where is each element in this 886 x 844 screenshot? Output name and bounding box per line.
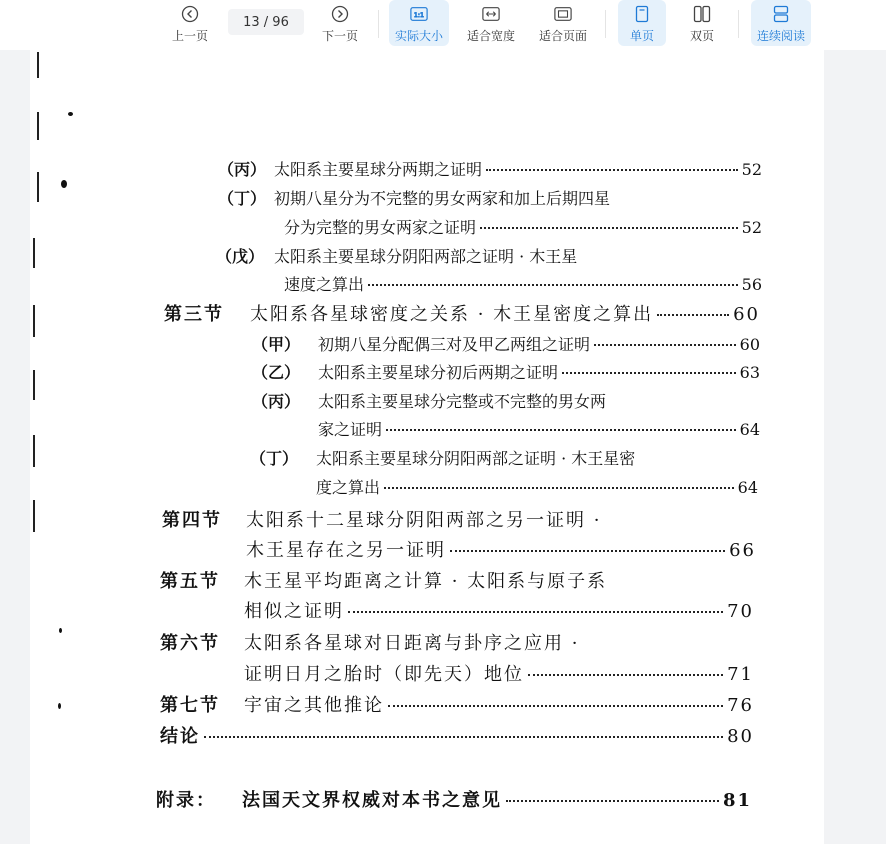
toc-page-number: 81 bbox=[722, 790, 752, 811]
toc-entry bbox=[246, 536, 756, 562]
double-page-button[interactable] bbox=[678, 0, 726, 46]
scan-speck bbox=[61, 180, 67, 188]
toc-page-number: 52 bbox=[741, 160, 762, 179]
fit-width-label: 适合宽度 bbox=[466, 29, 515, 43]
toc-section-entry bbox=[164, 300, 760, 326]
toc-entry bbox=[244, 660, 754, 686]
scan-speck bbox=[59, 628, 62, 633]
toolbar-divider bbox=[738, 10, 739, 38]
toc-entry bbox=[244, 597, 754, 623]
toc-leader bbox=[388, 705, 723, 707]
toc-text: 太阳系主要星球分阴阳两部之证明 · 木王星密 bbox=[316, 449, 636, 468]
toc-entry bbox=[250, 446, 760, 469]
page-number-input[interactable]: 13 / 96 bbox=[228, 9, 304, 35]
toc-page-number: 60 bbox=[739, 335, 760, 354]
scan-speck bbox=[58, 703, 61, 709]
toc-page-number: 56 bbox=[741, 275, 762, 294]
toc-text: 家之证明 bbox=[318, 420, 383, 439]
toc-section-entry bbox=[162, 506, 758, 532]
toc-text: 速度之算出 bbox=[284, 275, 365, 294]
toc-section-entry bbox=[160, 722, 754, 748]
continuous-read-icon bbox=[772, 5, 790, 23]
viewer-toolbar bbox=[0, 0, 886, 50]
single-page-label: 单页 bbox=[629, 29, 654, 43]
toc-section-label: 第三节 bbox=[164, 304, 224, 325]
fit-width-button[interactable] bbox=[461, 0, 521, 46]
next-page-button[interactable] bbox=[315, 0, 365, 46]
toc-leader bbox=[348, 611, 723, 613]
chevron-left-circle-icon bbox=[181, 5, 199, 23]
toc-text: 证明日月之胎时（即先天）地位 bbox=[244, 664, 524, 685]
double-page-label: 双页 bbox=[689, 29, 714, 43]
toc-text: 宇宙之其他推论 bbox=[244, 695, 384, 716]
toc-entry bbox=[284, 272, 762, 295]
toc-entry bbox=[318, 417, 760, 440]
scan-artifact bbox=[33, 435, 35, 467]
toc-entry bbox=[284, 215, 762, 238]
toc-leader bbox=[450, 550, 725, 552]
toc-label: （戊） bbox=[216, 247, 265, 266]
toc-label: （丁） bbox=[250, 449, 299, 468]
toc-leader bbox=[204, 736, 723, 738]
toc-entry bbox=[252, 332, 760, 355]
single-page-button[interactable] bbox=[618, 0, 666, 46]
scan-artifact bbox=[33, 500, 35, 532]
single-page-icon bbox=[633, 5, 651, 23]
toc-text: 初期八星分配偶三对及甲乙两组之证明 bbox=[318, 335, 591, 354]
toc-leader bbox=[486, 169, 738, 171]
toc-page-number: 64 bbox=[739, 420, 760, 439]
chevron-right-circle-icon bbox=[331, 5, 349, 23]
actual-size-label: 实际大小 bbox=[394, 29, 443, 43]
toc-text: 太阳系主要星球分完整或不完整的男女两 bbox=[318, 392, 607, 411]
toc-page-number: 64 bbox=[737, 478, 758, 497]
toolbar-divider bbox=[605, 10, 606, 38]
toc-text: 法国天文界权威对本书之意见 bbox=[242, 790, 502, 811]
scan-artifact bbox=[37, 172, 39, 202]
toc-text: 太阳系各星球对日距离与卦序之应用 · bbox=[244, 633, 580, 654]
toc-entry bbox=[316, 475, 758, 498]
toc-section-entry bbox=[160, 567, 756, 593]
continuous-read-label: 连续阅读 bbox=[756, 29, 805, 43]
toc-section-label: 第五节 bbox=[160, 571, 220, 592]
toc-entry bbox=[218, 157, 762, 180]
toc-appendix-entry bbox=[156, 786, 752, 812]
toc-text: 木王星存在之另一证明 bbox=[246, 540, 446, 561]
toc-text: 太阳系主要星球分阴阳两部之证明 · 木王星 bbox=[274, 247, 578, 266]
svg-text:1:1: 1:1 bbox=[413, 12, 425, 20]
toc-page-number: 60 bbox=[733, 304, 760, 325]
scan-artifact bbox=[37, 52, 39, 78]
fit-page-icon bbox=[554, 5, 572, 23]
toc-entry bbox=[216, 244, 762, 267]
toc-leader bbox=[480, 227, 738, 229]
toc-label: （甲） bbox=[252, 335, 301, 354]
toc-text: 太阳系主要星球分初后两期之证明 bbox=[318, 363, 559, 382]
toc-leader bbox=[562, 372, 736, 374]
toc-text: 初期八星分为不完整的男女两家和加上后期四星 bbox=[274, 189, 611, 208]
toc-section-label: 第四节 bbox=[162, 510, 222, 531]
double-page-icon bbox=[693, 5, 711, 23]
toc-entry bbox=[218, 186, 762, 209]
toc-section-label: 附录： bbox=[156, 790, 216, 811]
actual-size-icon bbox=[410, 5, 428, 23]
toc-section-label: 第六节 bbox=[160, 633, 220, 654]
toc-section-label: 第七节 bbox=[160, 695, 220, 716]
prev-page-button[interactable] bbox=[165, 0, 215, 46]
prev-page-label: 上一页 bbox=[171, 29, 208, 43]
toc-leader bbox=[657, 314, 729, 316]
scan-artifact bbox=[37, 112, 39, 140]
toc-page-number: 70 bbox=[727, 601, 754, 622]
toc-page-number: 66 bbox=[729, 540, 756, 561]
fit-page-button[interactable] bbox=[533, 0, 593, 46]
toc-leader bbox=[506, 800, 719, 802]
toc-leader bbox=[386, 429, 736, 431]
scan-speck bbox=[68, 112, 73, 116]
toc-label: （丙） bbox=[252, 392, 301, 411]
toc-text: 分为完整的男女两家之证明 bbox=[284, 218, 477, 237]
fit-width-icon bbox=[482, 5, 500, 23]
toc-text: 度之算出 bbox=[316, 478, 381, 497]
toc-label: （乙） bbox=[252, 363, 301, 382]
toc-leader bbox=[384, 487, 734, 489]
toc-text: 木王星平均距离之计算 · 太阳系与原子系 bbox=[244, 571, 608, 592]
toc-page-number: 52 bbox=[741, 218, 762, 237]
toc-leader bbox=[368, 284, 738, 286]
actual-size-button[interactable] bbox=[389, 0, 449, 46]
document-page bbox=[30, 50, 824, 844]
toc-label: （丁） bbox=[218, 189, 267, 208]
toc-leader bbox=[528, 674, 723, 676]
toc-page-number: 71 bbox=[727, 664, 754, 685]
continuous-read-button[interactable] bbox=[751, 0, 811, 46]
toc-text: 太阳系各星球密度之关系 · 木王星密度之算出 bbox=[250, 304, 654, 325]
next-page-label: 下一页 bbox=[321, 29, 358, 43]
toc-section-entry bbox=[160, 691, 754, 717]
scan-artifact bbox=[33, 238, 35, 268]
toc-page-number: 63 bbox=[739, 363, 760, 382]
toc-section-label: 结论 bbox=[160, 726, 200, 747]
toc-text: 太阳系十二星球分阴阳两部之另一证明 · bbox=[246, 510, 602, 531]
toc-text: 相似之证明 bbox=[244, 601, 344, 622]
toolbar-divider bbox=[378, 10, 379, 38]
toc-entry bbox=[252, 389, 760, 412]
toc-entry bbox=[252, 360, 760, 383]
scan-artifact bbox=[33, 370, 35, 400]
toc-page-number: 80 bbox=[727, 726, 754, 747]
toc-page-number: 76 bbox=[727, 695, 754, 716]
scan-artifact bbox=[33, 305, 35, 337]
toc-label: （丙） bbox=[218, 160, 267, 179]
toc-section-entry bbox=[160, 629, 756, 655]
toc-leader bbox=[594, 344, 736, 346]
toc-text: 太阳系主要星球分两期之证明 bbox=[274, 160, 483, 179]
fit-page-label: 适合页面 bbox=[538, 29, 587, 43]
